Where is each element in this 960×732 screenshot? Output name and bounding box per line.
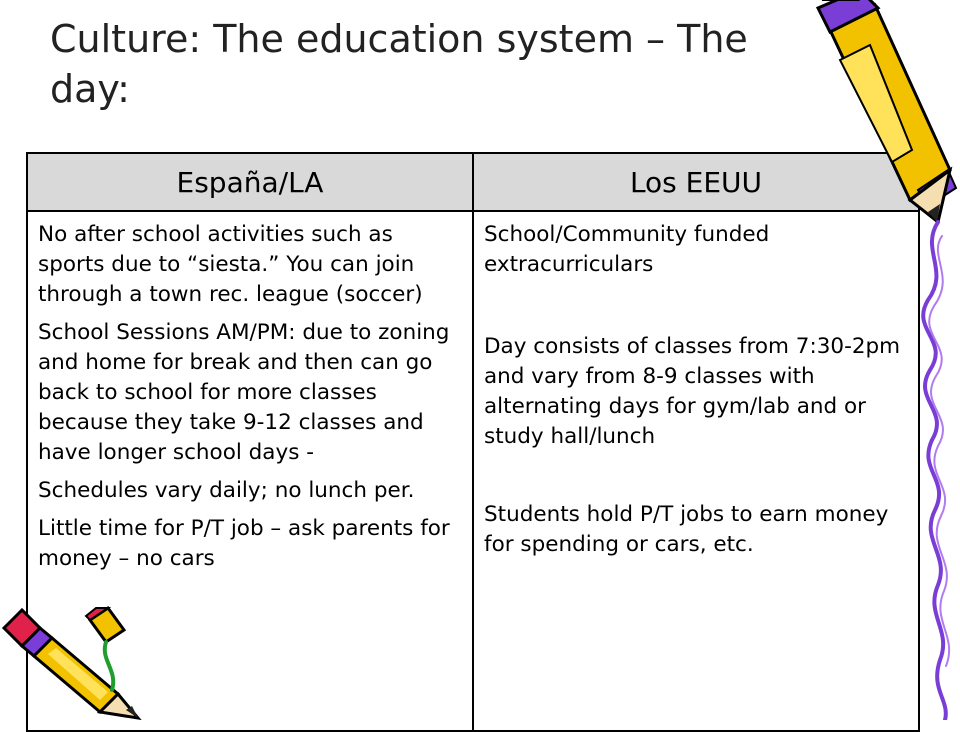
espana-point-1: No after school activities such as sports due to “siesta.” You can join through a town rec. league (soccer): [38, 222, 423, 307]
table-body-row: [27, 211, 919, 731]
header-espana-la: España/LA: [27, 153, 473, 211]
comparison-table: [26, 152, 920, 732]
table-header-row: [27, 153, 919, 211]
eeuu-column: [473, 211, 919, 731]
slide-title: Culture: The education system – The day:: [50, 17, 748, 111]
espana-point-2: School Sessions AM/PM: due to zoning and home for break and then can go back to school for more classes because they take 9-12 classes and have longer school days -: [38, 320, 450, 465]
eeuu-point-1: School/Community funded extracurriculars: [484, 222, 770, 277]
espana-point-3: Schedules vary daily; no lunch per.: [38, 478, 415, 503]
pencil-top-squiggle: [923, 222, 946, 720]
header-los-eeuu: Los EEUU: [473, 153, 919, 211]
eeuu-point-3: Students hold P/T jobs to earn money for spending or cars, etc.: [484, 502, 889, 557]
espana-column: [27, 211, 473, 731]
eeuu-point-2: Day consists of classes from 7:30-2pm and vary from 8-9 classes with alternating days for gym/lab and or study hall/lunch: [484, 334, 901, 449]
espana-point-4: Little time for P/T job – ask parents for money – no cars: [38, 516, 450, 571]
